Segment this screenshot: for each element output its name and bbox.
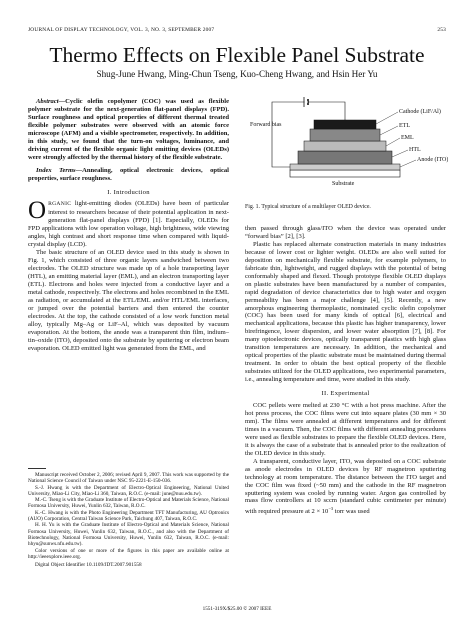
footnote-author-3: K.-C. Hwang is with the Photo Engineering Department TFT Manufacturing, AU Optronics (AUO) Corporation, Central Taiwan Science Park, Taichung 407, Taiwan, R.O.C. bbox=[28, 509, 229, 523]
drop-cap: O bbox=[28, 197, 47, 225]
index-terms-label: Index Terms— bbox=[36, 166, 83, 174]
footnote-author-2: M.-C. Tseng is with the Graduate Institute of Electro-Optical and Materials Science, National Formosa University, Huwei, Yunlin 632, Taiwan, R.O.C. bbox=[28, 497, 229, 510]
section-heading-introduction: I. Introduction bbox=[107, 188, 150, 196]
etl-label: ETL bbox=[399, 123, 410, 129]
substrate-layer bbox=[290, 170, 400, 177]
footnote-author-1: S.-J. Hwang is with the Department of Electro-Optical Engineering, National United University, Miao-Li City, Miao-Li 360, Taiwan, R.O.C. (e-mail: june@nuu.edu.tw). bbox=[28, 484, 229, 497]
cathode-label: Cathode (LiF/Al) bbox=[399, 109, 441, 115]
eml-layer bbox=[304, 141, 386, 151]
footnote-color: Color versions of one or more of the figures in this paper are available online at http://ieeexplore.ieee.org. bbox=[28, 547, 229, 560]
abstract bbox=[28, 98, 229, 162]
cathode-layer bbox=[314, 120, 376, 129]
lead-word: RGANIC bbox=[48, 201, 72, 208]
journal-name: JOURNAL OF DISPLAY TECHNOLOGY, VOL. 3, NO. 3, SEPTEMBER 2007 bbox=[28, 27, 215, 33]
author-list: Shug-June Hwang, Ming-Chun Tseng, Kuo-Cheng Hwang, and Hsin Her Yu bbox=[96, 69, 378, 79]
intro-paragraph-1 bbox=[28, 197, 229, 249]
copyright-footer: 1551-319X/$25.00 © 2007 IEEE bbox=[202, 606, 272, 612]
abstract-text: Cyclic olefin copolymer (COC) was used as flexible polymer substrate for the next-generation flat-panel displays (FPD). Surface roughness and optical properties of different thermal treated flexible polymer substrates were observed with an atomic force microscope (AFM) and a visible spectrometer, respectively. In addition, in this study, we found that the turn-on voltages, luminance, and driving current of the flexible organic light emitting devices (OLEDs) were strongly affected by the thermal history of the flexible substrate. bbox=[28, 98, 229, 161]
figure-caption: Fig. 1. Typical structure of a multilayer OLED device. bbox=[245, 204, 371, 210]
experimental-paragraph-1: COC pellets were melted at 230 °C with a hot press machine. After the hot press process, the COC films were cut into square plates (30 mm × 30 mm). The films were annealed at different temperatures and for different times in a vacuum. Then, the COC films with different annealing procedures were used as flexible substrates to prepare the flexible OLED devices. Here, it is always the case of a substrate that is annealed prior to the realization of the OLED device in this study. bbox=[245, 402, 446, 457]
footnotes bbox=[28, 468, 229, 568]
oled-structure-figure bbox=[248, 96, 448, 196]
cathode-leader bbox=[376, 112, 398, 124]
htl-leader bbox=[392, 150, 408, 157]
doi: Digital Object Identifier 10.1109/JDT.2007.901558 bbox=[35, 562, 142, 569]
index-terms bbox=[28, 167, 229, 183]
htl-layer bbox=[298, 151, 392, 164]
eml-leader bbox=[386, 138, 400, 146]
abstract-label: Abstract— bbox=[36, 98, 66, 105]
forward-bias-label: Forward bias bbox=[250, 122, 282, 128]
htl-label: HTL bbox=[409, 147, 421, 153]
eml-label: EML bbox=[401, 135, 414, 141]
anode-label: Anode (ITO) bbox=[417, 157, 448, 163]
right-column bbox=[245, 225, 446, 517]
page-number: 253 bbox=[437, 27, 446, 33]
running-header bbox=[28, 27, 446, 35]
etl-leader bbox=[380, 126, 398, 135]
pressure-exponent: −3 bbox=[328, 506, 334, 512]
section-heading-experimental: II. Experimental bbox=[321, 390, 370, 398]
right-paragraph-2: Plastic has replaced alternate construction materials in many industries because of lower cost or lighter weight. OLEDs are also well suited for deposition on mechanically flexible substrate, for example polymers, to fabricate thin, lightweight, and rugged displays with the potential of being conformably shaped and flexed. Though prototype flexible OLED displays on plastic substrates have been manufactured by a number of companies, rapid degradation of device characteristics due to high water and oxygen permeability has been a major challenge [4], [5]. Recently, a new amorphous engineering thermoplastic, nominated cyclic olefin copolymer (COC) has been used for many kinds of optical [6], electrical and mechanical applications, because this plastic has higher transparency, lower birefringence, lower dispersion, and lower water absorption [7], [8]. For many optoelectronic devices, optically transparent plastics with high glass transition temperatures are necessary. In addition, the mechanical and optical properties of the plastic substrate must be maintained during thermal treatment. In order to obtain the best optical property of the flexible substrates utilized for the OLED applications, two experimental parameters, i.e., annealing temperature and time, were studied in this study. bbox=[245, 240, 446, 384]
footnote-author-4: H. H. Yu is with the Graduate Institute of Electro-Optical and Materials Science, National Formosa University, Huwei, Yunlin 632, Taiwan, R.O.C., and also with the Department of Biotechnology, National Formosa University, Huwei, Yunlin 632, Taiwan, R.O.C. (e-mail: hhyu@sunws.nfu.edu.tw). bbox=[28, 522, 229, 548]
experimental-paragraph-2 bbox=[245, 458, 446, 517]
left-column bbox=[28, 98, 229, 353]
intro-text-1: light-emitting diodes (OLEDs) have been of particular interest to researchers because of their potential application in next-generation flat-panel displays (FPD) [1]. Especially, OLEDs for FPD applications with low operation voltage, high brightness, wide viewing angles, high contrast and short response time when compared with liquid-crystal display (LCD). bbox=[28, 200, 229, 249]
footnote-rule bbox=[28, 468, 46, 469]
footnote-received: Manuscript received October 2, 2006; revised April 9, 2007. This work was supported by the National Science Council of Taiwan under NSC 95-2221-E-150-036. bbox=[28, 472, 229, 485]
intro-paragraph-2: The basic structure of an OLED device used in this study is shown in Fig. 1, which consisted of three organic layers sandwiched between two electrodes. The OLED structure was made up of a hole transporting layer (HTL), an emitting material layer (EML), and an electron transporting layer (ETL). Electrons and holes were injected from a conductive layer and a metal cathode, respectively. The electrons and holes recombined in the EML as radiation, or accumulated at the ETL/EML and/or HTL/EML interfaces, or jumped over the potential barriers and then entered the counter electrodes. At the top, the cathode consisted of a low work function metal alloy, typically Mg–Ag or LiF–Al, which was deposited by vacuum evaporation. At the bottom, the anode was a transparent thin film, indium–tin–oxide (ITO), deposited onto the substrate by sputtering or electron beam evaporation. OLED emitted light was generated from the EML, and bbox=[28, 249, 229, 352]
index-terms-text: Annealing, optical electronic devices, optical properties, surface roughness. bbox=[28, 166, 229, 182]
anode-leader bbox=[400, 160, 416, 167]
etl-layer bbox=[310, 129, 380, 141]
substrate-label: Substrate bbox=[332, 181, 355, 187]
wire-gap bbox=[305, 101, 308, 103]
paper-title: Thermo Effects on Flexible Panel Substrate bbox=[49, 43, 425, 67]
experimental-text-2: A transparent, conductive layer, ITO, was deposited on a COC substrate as anode electrodes in OLED devices by RF magnetron sputtering technology at room temperature. The distance between the ITO target and the COC film was fixed (~50 mm) and the cathode in the RF magnetron sputtering system was cooled by running water. Argon gas controlled by mass flow controllers at 10 sccm (standard cubic centimeter per minute) with required pressure at 2 × 10 bbox=[245, 457, 446, 516]
anode-layer bbox=[290, 164, 400, 170]
right-paragraph-1: then passed through glass/ITO when the device was operated under “forward bias” [2], [3]. bbox=[245, 225, 446, 240]
experimental-text-2-end: torr was used bbox=[333, 508, 370, 516]
